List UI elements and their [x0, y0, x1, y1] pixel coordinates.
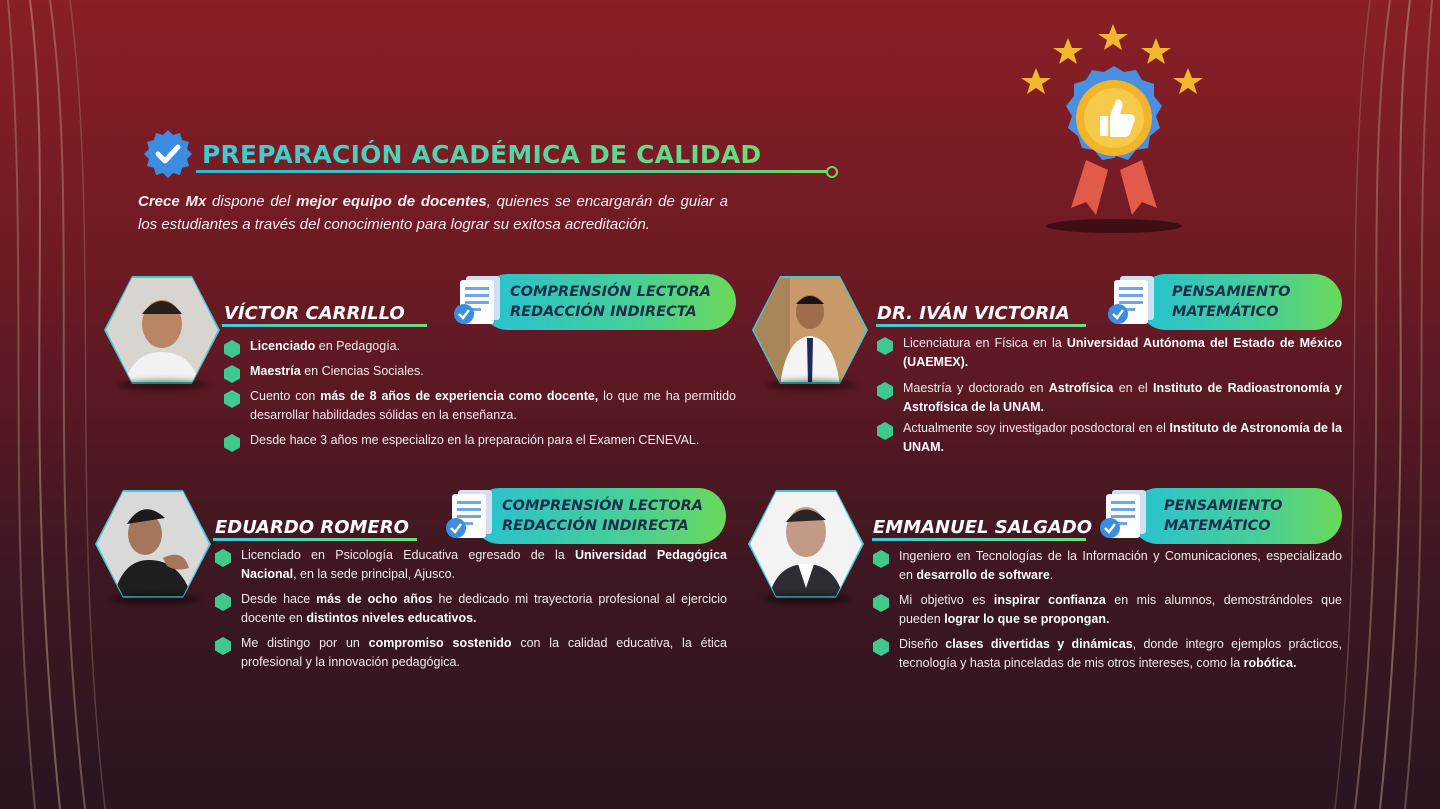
- headline-underline-dot: [826, 166, 838, 178]
- intro-paragraph: [138, 190, 728, 236]
- list-item: Licenciado en Psicología Educativa egresado de la Universidad Pedagógica Nacional, en la sede principal, Ajusco.: [215, 546, 727, 584]
- list-item: Diseño clases divertidas y dinámicas, donde integro ejemplos prácticos, tecnología y hasta pinceladas de mis otros intereses, como la robótica.: [873, 635, 1342, 673]
- intro-highlight: mejor equipo de docentes: [296, 193, 487, 210]
- subject-line-2: REDACCIÓN INDIRECTA: [510, 304, 697, 320]
- subject-badge: [1138, 274, 1342, 330]
- list-item: Maestría y doctorado en Astrofísica en el Instituto de Radioastronomía y Astrofísica de la UNAM.: [877, 379, 1342, 417]
- list-item: Maestría en Ciencias Sociales.: [224, 362, 736, 381]
- hexagon-bullet-icon: [224, 340, 240, 358]
- subject-line-1: COMPRENSIÓN LECTORA: [502, 498, 703, 514]
- photo-shadow: [110, 594, 200, 604]
- left-curtain-decoration: [0, 0, 120, 809]
- subject-line-1: PENSAMIENTO: [1164, 498, 1283, 514]
- name-underline: [222, 324, 427, 327]
- document-check-icon: [1106, 272, 1162, 332]
- hexagon-bullet-icon: [877, 382, 893, 400]
- document-check-icon: [444, 486, 500, 546]
- teacher-photo: [93, 488, 213, 600]
- hexagon-bullet-icon: [215, 549, 231, 567]
- list-item: Licenciado en Pedagogía.: [224, 337, 736, 356]
- list-item: Mi objetivo es inspirar confianza en mis alumnos, demostrándoles que pueden lograr lo que se propongan.: [873, 591, 1342, 629]
- teacher-bullets: [224, 337, 736, 456]
- headline-underline: [196, 170, 828, 173]
- teacher-photo: [102, 274, 222, 386]
- teacher-bullets: [877, 334, 1342, 463]
- subject-line-2: MATEMÁTICO: [1164, 518, 1271, 534]
- teacher-bullets: [873, 547, 1342, 679]
- list-item: Actualmente soy investigador posdoctoral en el Instituto de Astronomía de la UNAM.: [877, 419, 1342, 457]
- photo-shadow: [762, 594, 852, 604]
- list-item: Cuento con más de 8 años de experiencia como docente, lo que me ha permitido desarrollar habilidades sólidas en la enseñanza.: [224, 387, 736, 425]
- teacher-name: VÍCTOR CARRILLO: [224, 303, 405, 324]
- list-item: Me distingo por un compromiso sostenido con la calidad educativa, la ética profesional y la innovación pedagógica.: [215, 634, 727, 672]
- subject-line-1: PENSAMIENTO: [1172, 284, 1291, 300]
- star-icon: [1141, 38, 1171, 64]
- hexagon-bullet-icon: [224, 434, 240, 452]
- brand-name: Crece Mx: [138, 193, 207, 210]
- name-underline: [872, 538, 1086, 541]
- list-item: Licenciatura en Física en la Universidad Autónoma del Estado de México (UAEMEX).: [877, 334, 1342, 372]
- name-underline: [213, 538, 417, 541]
- teacher-bullets: [215, 546, 727, 678]
- list-item: Desde hace más de ocho años he dedicado mi trayectoria profesional al ejercicio docente en distintos niveles educativos.: [215, 590, 727, 628]
- hexagon-bullet-icon: [877, 422, 893, 440]
- document-check-icon: [452, 272, 508, 332]
- teacher-name: EMMANUEL SALGADO: [873, 517, 1093, 538]
- list-item: Ingeniero en Tecnologías de la Información y Comunicaciones, especializado en desarrollo de software.: [873, 547, 1342, 585]
- hexagon-bullet-icon: [224, 390, 240, 408]
- subject-badge: [472, 488, 726, 544]
- document-check-icon: [1098, 486, 1154, 546]
- teacher-photo: [746, 488, 866, 600]
- subject-line-2: MATEMÁTICO: [1172, 304, 1279, 320]
- hexagon-bullet-icon: [224, 365, 240, 383]
- intro-text: dispone del: [206, 193, 297, 210]
- star-icon: [1173, 68, 1203, 94]
- page-title: PREPARACIÓN ACADÉMICA DE CALIDAD: [202, 139, 762, 169]
- teacher-name: DR. IVÁN VICTORIA: [877, 303, 1070, 324]
- hexagon-bullet-icon: [215, 593, 231, 611]
- photo-shadow: [766, 380, 856, 390]
- teacher-photo: [750, 274, 870, 386]
- teacher-name: EDUARDO ROMERO: [215, 517, 409, 538]
- hexagon-bullet-icon: [873, 638, 889, 656]
- hexagon-bullet-icon: [873, 594, 889, 612]
- subject-badge: [480, 274, 736, 330]
- star-icon: [1053, 38, 1083, 64]
- hexagon-bullet-icon: [215, 637, 231, 655]
- star-icon: [1021, 68, 1051, 94]
- hexagon-bullet-icon: [877, 337, 893, 355]
- medal-thumbs-up-icon: [1016, 20, 1212, 238]
- name-underline: [876, 324, 1086, 327]
- star-icon: [1098, 24, 1128, 50]
- hexagon-bullet-icon: [873, 550, 889, 568]
- list-item: Desde hace 3 años me especializo en la preparación para el Examen CENEVAL.: [224, 431, 736, 450]
- subject-badge: [1130, 488, 1342, 544]
- intro-text: , quienes se encargarán de guiar a los estudiantes a través del conocimiento para lograr su exitosa acreditación.: [138, 193, 728, 233]
- verified-badge-icon: [142, 128, 194, 180]
- photo-shadow: [118, 380, 208, 390]
- subject-line-1: COMPRENSIÓN LECTORA: [510, 284, 711, 300]
- subject-line-2: REDACCIÓN INDIRECTA: [502, 518, 689, 534]
